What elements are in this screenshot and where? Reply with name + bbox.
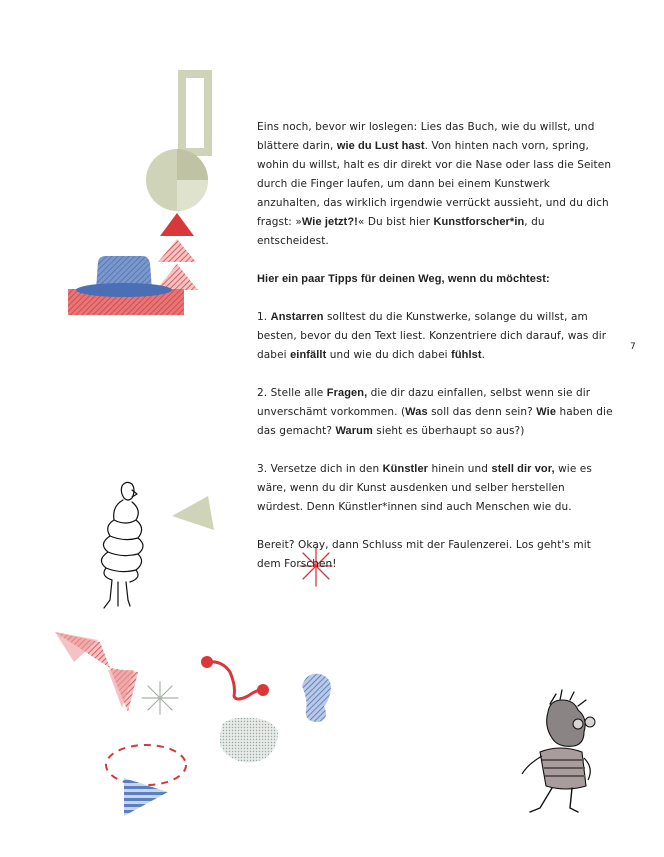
text-span: sieht es überhaupt so aus?) <box>372 425 525 437</box>
bold-span: Warum <box>335 425 373 437</box>
bold-span: Was <box>405 406 428 418</box>
bold-span: Kunstforscher*in <box>433 216 525 228</box>
intro-paragraph <box>257 118 613 251</box>
text-span: hinein und <box>428 463 492 475</box>
text-span: und wie du dich dabei <box>326 349 452 361</box>
text-span: 1. <box>257 311 271 323</box>
text-span: solltest du die Kunstwerke, solange du willst, am besten, bevor du den Text liest. Konzentriere dich darauf, was dir dabei <box>257 311 607 361</box>
text-span: . Von hinten nach vorn, spring, wohin du willst, halt es dir direkt vor die Nase oder lass die Seiten durch die Finger laufen, um dann bei einem Kunstwerk anzuhalten, das wirklich irgendwie verrückt aussieht, und du dich fragst: » <box>257 140 612 228</box>
red-squiggle-shape <box>201 656 269 699</box>
red-dashed-circle-shape <box>106 745 186 785</box>
red-triangle-stack <box>156 213 198 290</box>
tip-2-paragraph <box>257 384 613 441</box>
boy-with-glasses-drawing <box>522 690 595 812</box>
bold-span: Wie <box>536 406 557 418</box>
text-span: , du entscheidest. <box>257 216 545 247</box>
bold-span: Fragen, <box>326 387 368 399</box>
gray-blob-shape <box>220 718 278 763</box>
text-span: 2. Stelle alle <box>257 387 327 399</box>
checkered-bowtie-shape <box>55 632 138 712</box>
main-text <box>257 118 613 593</box>
sage-circle-shape <box>146 149 208 211</box>
bold-span: Anstarren <box>270 311 324 323</box>
text-span: haben die das gemacht? <box>257 406 613 437</box>
sage-triangle-shape <box>172 496 214 530</box>
bold-span: einfällt <box>290 349 327 361</box>
text-span: « Du bist hier <box>357 216 434 228</box>
bold-span: wie du Lust hast <box>336 140 425 152</box>
text-span: 3. Versetze dich in den <box>257 463 383 475</box>
text-span: Eins noch, bevor wir loslegen: Lies das Buch, wie du willst, und blättere darin, <box>257 121 595 152</box>
tip-3-paragraph <box>257 460 613 517</box>
blue-blob-shape <box>302 674 331 722</box>
closing-paragraph: Bereit? Okay, dann Schluss mit der Faulenzerei. Los geht's mit dem Forschen! <box>257 539 591 570</box>
woman-figure-drawing <box>101 482 143 608</box>
text-span: die dir dazu einfallen, selbst wenn sie dir unverschämt vorkommen. ( <box>257 387 591 418</box>
bold-span: fühlst <box>451 349 482 361</box>
text-span: . <box>481 349 486 361</box>
tips-heading: Hier ein paar Tipps für deinen Weg, wenn du möchtest: <box>257 273 550 285</box>
bold-span: Künstler <box>382 463 429 475</box>
bold-span: Wie jetzt?! <box>301 216 358 228</box>
gray-sparkle-icon <box>142 682 178 714</box>
text-span: soll das denn sein? <box>427 406 537 418</box>
sage-bar-shape <box>178 70 212 156</box>
text-span: wie es wäre, wenn du dir Kunst ausdenken und selber herstellen würdest. Denn Künstler*innen sind auch Menschen wie du. <box>257 463 592 513</box>
bold-span: stell dir vor, <box>491 463 555 475</box>
page-number: 7 <box>630 342 636 352</box>
tip-1-paragraph <box>257 308 613 365</box>
